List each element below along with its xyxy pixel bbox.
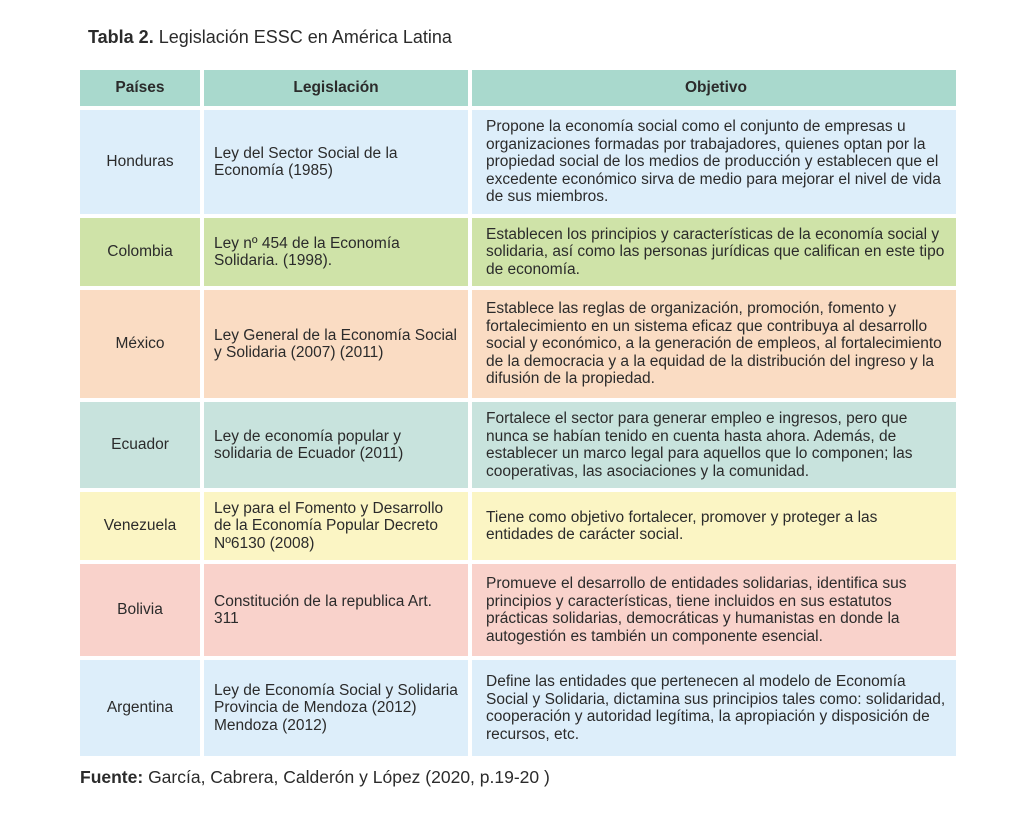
table-row-ecuador (80, 402, 956, 488)
table-row-colombia (80, 218, 956, 286)
caption-text: Legislación ESSC en América Latina (153, 27, 452, 47)
table-header-row (80, 70, 956, 106)
cell-pais: Ecuador (80, 402, 200, 488)
table-row-mexico (80, 290, 956, 398)
cell-legislacion: Ley para el Fomento y Desarrollo de la Economía Popular Decreto Nº6130 (2008) (204, 492, 468, 560)
header-objetivo: Objetivo (472, 70, 956, 106)
cell-objetivo: Fortalece el sector para generar empleo e ingresos, pero que nunca se habían tenido en cuenta hasta ahora. Además, de establecer un marco legal para aquellos que lo componen; las cooperativas, las asociaciones y la comunidad. (472, 402, 956, 488)
cell-pais: Argentina (80, 660, 200, 756)
table-row-bolivia (80, 564, 956, 656)
cell-legislacion: Ley de economía popular y solidaria de Ecuador (2011) (204, 402, 468, 488)
cell-pais: México (80, 290, 200, 398)
cell-legislacion: Ley nº 454 de la Economía Solidaria. (1998). (204, 218, 468, 286)
cell-objetivo: Establecen los principios y características de la economía social y solidaria, así como las personas jurídicas que califican en este tipo de economía. (472, 218, 956, 286)
cell-objetivo: Tiene como objetivo fortalecer, promover y proteger a las entidades de carácter social. (472, 492, 956, 560)
cell-pais: Honduras (80, 110, 200, 214)
table-source (80, 766, 550, 788)
caption-label: Tabla 2. (88, 27, 154, 47)
cell-objetivo: Propone la economía social como el conjunto de empresas u organizaciones formadas por trabajadores, quienes optan por la propiedad social de los medios de producción y establecen que el excedente económico sirva de medio para mejorar el nivel de vida de sus miembros. (472, 110, 956, 214)
header-legislacion: Legislación (204, 70, 468, 106)
cell-objetivo: Promueve el desarrollo de entidades solidarias, identifica sus principios y características, tiene incluidos en sus estatutos prácticas solidarias, democráticas y humanistas en donde la autogestión es también un componente esencial. (472, 564, 956, 656)
cell-legislacion: Ley de Economía Social y Solidaria Provincia de Mendoza (2012) Mendoza (2012) (204, 660, 468, 756)
cell-pais: Colombia (80, 218, 200, 286)
cell-pais: Venezuela (80, 492, 200, 560)
table-row-argentina (80, 660, 956, 756)
source-text: García, Cabrera, Calderón y López (2020, p.19-20 ) (143, 767, 550, 787)
cell-objetivo: Establece las reglas de organización, promoción, fomento y fortalecimiento en un sistema eficaz que contribuya al desarrollo social y económico, a la generación de empleos, al fortalecimiento de la democracia y a la equidad de la distribución del ingreso y la difusión de la propiedad. (472, 290, 956, 398)
source-label: Fuente: (80, 767, 144, 787)
cell-pais: Bolivia (80, 564, 200, 656)
cell-legislacion: Ley del Sector Social de la Economía (1985) (204, 110, 468, 214)
cell-objetivo: Define las entidades que pertenecen al modelo de Economía Social y Solidaria, dictamina sus principios tales como: solidaridad, cooperación y autoridad legítima, la apropiación y disposición de recursos, etc. (472, 660, 956, 756)
legislation-table (80, 70, 956, 760)
cell-legislacion: Constitución de la republica Art. 311 (204, 564, 468, 656)
header-paises: Países (80, 70, 200, 106)
table-row-venezuela (80, 492, 956, 560)
cell-legislacion: Ley General de la Economía Social y Solidaria (2007) (2011) (204, 290, 468, 398)
table-caption (88, 26, 452, 48)
table-row-honduras (80, 110, 956, 214)
